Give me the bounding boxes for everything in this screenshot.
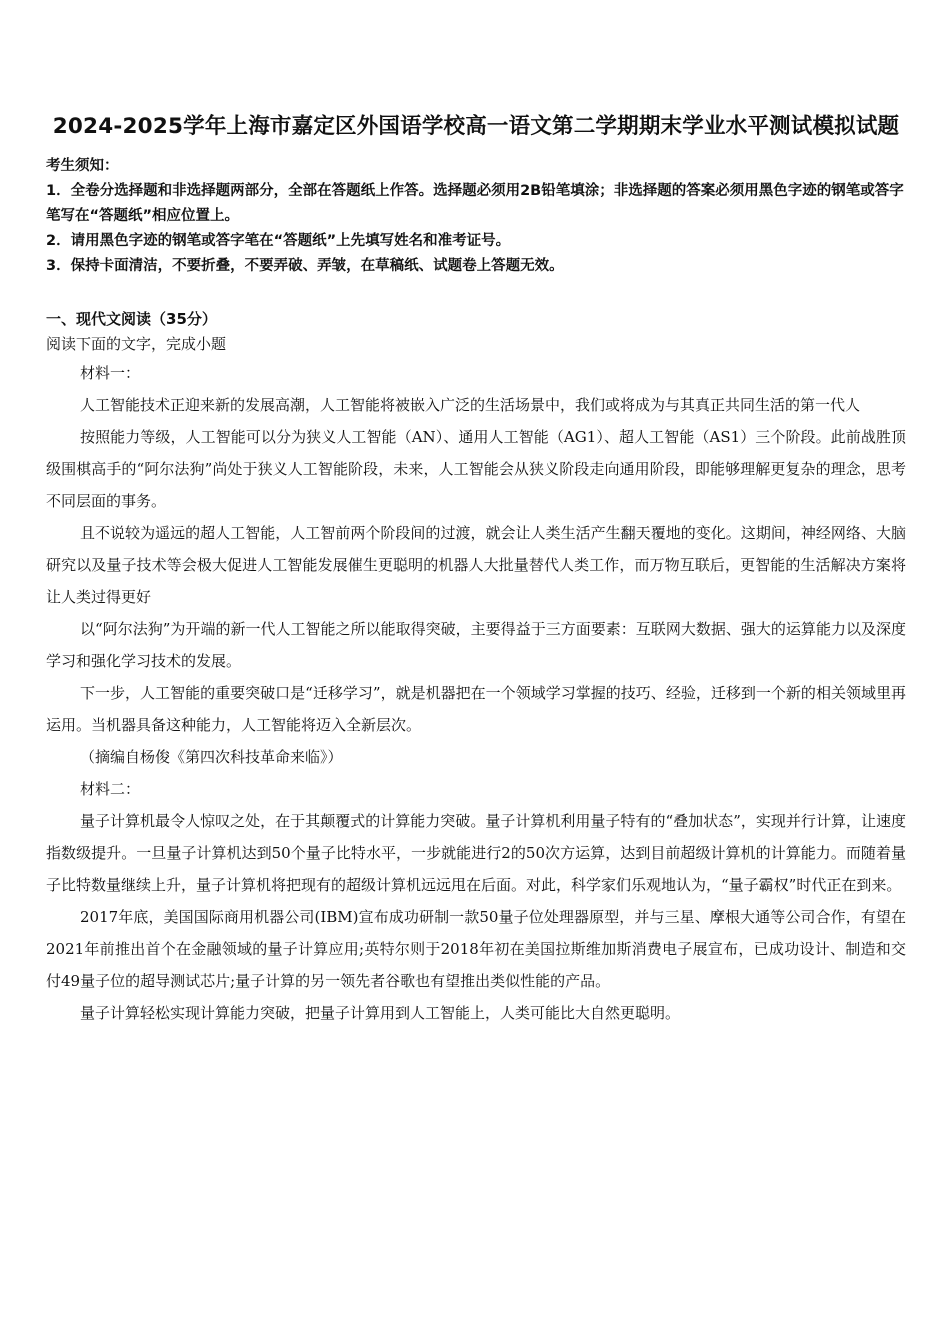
- material1-paragraph: 以“阿尔法狗”为开端的新一代人工智能之所以能取得突破，主要得益于三方面要素：互联网大数据、强大的运算能力以及深度学习和强化学习技术的发展。: [46, 620, 906, 670]
- reading-passage: [46, 357, 906, 1029]
- material1-paragraph: 下一步，人工智能的重要突破口是“迁移学习”，就是机器把在一个领域学习掌握的技巧、经验，迁移到一个新的相关领域里再运用。当机器具备这种能力，人工智能将迈入全新层次。: [46, 684, 906, 734]
- section-heading: 一、现代文阅读（35分）: [46, 310, 217, 328]
- material1-paragraph: 人工智能技术正迎来新的发展高潮，人工智能将被嵌入广泛的生活场景中，我们或将成为与其真正共同生活的第一代人: [80, 396, 861, 414]
- notice-item-1: 1．全卷分选择题和非选择题两部分，全部在答题纸上作答。选择题必须用2B铅笔填涂；非选择题的答案必须用黑色字迹的钢笔或答字笔写在“答题纸”相应位置上。: [46, 183, 904, 224]
- material2-paragraph: 2017年底，美国国际商用机器公司(IBM)宣布成功研制一款50量子位处理器原型，并与三星、摩根大通等公司合作，有望在2021年前推出首个在金融领域的量子计算应用;英特尔则于2018年初在美国拉斯维加斯消费电子展宣布，已成功设计、制造和交付49量子位的超导测试芯片;量子计算的另一领先者谷歌也有望推出类似性能的产品。: [46, 908, 906, 990]
- material1-label: 材料一：: [80, 364, 141, 382]
- material1-paragraph: 按照能力等级，人工智能可以分为狭义人工智能（AN）、通用人工智能（AG1）、超人工智能（AS1）三个阶段。此前战胜顶级围棋高手的“阿尔法狗”尚处于狭义人工智能阶段，未来，人工智能会从狭义阶段走向通用阶段，即能够理解更复杂的理念，思考不同层面的事务。: [46, 428, 906, 510]
- notice-item-2: 2．请用黑色字迹的钢笔或答字笔在“答题纸”上先填写姓名和准考证号。: [46, 233, 511, 249]
- notice-item-3: 3．保持卡面清洁，不要折叠，不要弄破、弄皱，在草稿纸、试题卷上答题无效。: [46, 258, 564, 274]
- candidate-notice: [46, 154, 906, 279]
- material2-paragraph: 量子计算机最令人惊叹之处，在于其颠覆式的计算能力突破。量子计算机利用量子特有的“叠加状态”，实现并行计算，让速度指数级提升。一旦量子计算机达到50个量子比特水平，一步就能进行2的50次方运算，达到目前超级计算机的计算能力。而随着量子比特数量继续上升，量子计算机将把现有的超级计算机远远甩在后面。对此，科学家们乐观地认为，“量子霸权”时代正在到来。: [46, 812, 906, 894]
- exam-title: 2024-2025学年上海市嘉定区外国语学校高一语文第二学期期末学业水平测试模拟试题: [52, 114, 900, 139]
- material2-label: 材料二：: [80, 780, 141, 798]
- material2-paragraph: 量子计算轻松实现计算能力突破，把量子计算用到人工智能上，人类可能比大自然更聪明。: [80, 1004, 681, 1022]
- material1-source: （摘编自杨俊《第四次科技革命来临》）: [80, 748, 343, 766]
- material1-paragraph: 且不说较为遥远的超人工智能，人工智前两个阶段间的过渡，就会让人类生活产生翻天覆地的变化。这期间，神经网络、大脑研究以及量子技术等会极大促进人工智能发展催生更聪明的机器人大批量替代人类工作，而万物互联后，更智能的生活解决方案将让人类过得更好: [46, 524, 906, 606]
- reading-instruction: 阅读下面的文字，完成小题: [46, 335, 227, 353]
- notice-heading: 考生须知：: [46, 158, 119, 174]
